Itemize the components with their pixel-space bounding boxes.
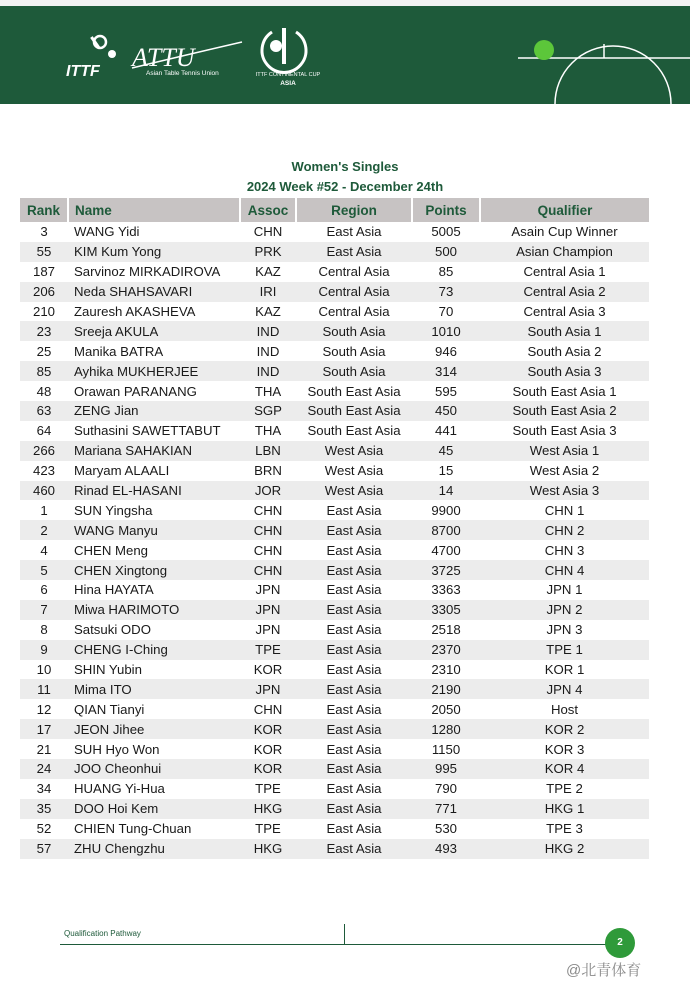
table-row — [20, 620, 649, 640]
table-row — [20, 302, 649, 322]
table-row — [20, 560, 649, 580]
table-row — [20, 779, 649, 799]
qualifier-cell: KOR 1 — [480, 660, 649, 680]
table-row — [20, 660, 649, 680]
assoc-cell: KAZ — [240, 262, 296, 282]
name-cell: Manika BATRA — [68, 341, 240, 361]
points-cell: 5005 — [412, 222, 480, 242]
name-cell: WANG Manyu — [68, 520, 240, 540]
qualifier-cell: Central Asia 3 — [480, 302, 649, 322]
qualifier-cell: Central Asia 2 — [480, 282, 649, 302]
ranking-table — [20, 198, 649, 859]
rank-cell: 206 — [20, 282, 68, 302]
table-row — [20, 242, 649, 262]
table-header-row — [20, 198, 649, 222]
qualifier-cell: Asian Champion — [480, 242, 649, 262]
qualifier-cell: West Asia 1 — [480, 441, 649, 461]
qualifier-cell: TPE 2 — [480, 779, 649, 799]
assoc-cell: KOR — [240, 660, 296, 680]
name-cell: ZENG Jian — [68, 401, 240, 421]
qualifier-cell: KOR 2 — [480, 719, 649, 739]
rank-cell: 48 — [20, 381, 68, 401]
qualifier-cell: KOR 4 — [480, 759, 649, 779]
region-cell: South Asia — [296, 321, 412, 341]
table-row — [20, 361, 649, 381]
qualifier-cell: JPN 3 — [480, 620, 649, 640]
qualifier-cell: South East Asia 1 — [480, 381, 649, 401]
qualifier-cell: TPE 3 — [480, 819, 649, 839]
points-cell: 2050 — [412, 699, 480, 719]
assoc-cell: KOR — [240, 719, 296, 739]
svg-text:ATTU: ATTU — [132, 43, 195, 72]
assoc-cell: CHN — [240, 500, 296, 520]
table-row — [20, 481, 649, 501]
assoc-cell: KOR — [240, 759, 296, 779]
table-row — [20, 441, 649, 461]
region-cell: East Asia — [296, 819, 412, 839]
cup-subtitle-line1: ITTF CONTINENTAL CUP — [255, 72, 321, 78]
footer-divider — [60, 944, 620, 945]
points-cell: 2190 — [412, 679, 480, 699]
qualifier-cell: JPN 2 — [480, 600, 649, 620]
attu-logo-icon — [130, 36, 250, 86]
rank-cell: 266 — [20, 441, 68, 461]
name-cell: JEON Jihee — [68, 719, 240, 739]
name-cell: Ayhika MUKHERJEE — [68, 361, 240, 381]
rank-cell: 210 — [20, 302, 68, 322]
qualifier-cell: South East Asia 3 — [480, 421, 649, 441]
name-cell: KIM Kum Yong — [68, 242, 240, 262]
qualifier-cell: TPE 1 — [480, 640, 649, 660]
region-cell: South East Asia — [296, 381, 412, 401]
rank-cell: 7 — [20, 600, 68, 620]
region-cell: South East Asia — [296, 421, 412, 441]
region-cell: South East Asia — [296, 401, 412, 421]
assoc-cell: JPN — [240, 679, 296, 699]
table-row — [20, 600, 649, 620]
name-cell: Sarvinoz MIRKADIROVA — [68, 262, 240, 282]
column-header-points: Points — [412, 198, 480, 222]
table-row — [20, 282, 649, 302]
qualifier-cell: HKG 2 — [480, 839, 649, 859]
assoc-cell: IRI — [240, 282, 296, 302]
rank-cell: 1 — [20, 500, 68, 520]
region-cell: East Asia — [296, 799, 412, 819]
points-cell: 3305 — [412, 600, 480, 620]
assoc-cell: IND — [240, 321, 296, 341]
assoc-cell: THA — [240, 381, 296, 401]
column-header-qualifier: Qualifier — [480, 198, 649, 222]
name-cell: Zauresh AKASHEVA — [68, 302, 240, 322]
name-cell: ZHU Chengzhu — [68, 839, 240, 859]
rank-cell: 25 — [20, 341, 68, 361]
svg-text:ITTF: ITTF — [66, 63, 100, 80]
rank-cell: 52 — [20, 819, 68, 839]
region-cell: East Asia — [296, 660, 412, 680]
qualifier-cell: South Asia 2 — [480, 341, 649, 361]
qualifier-cell: South Asia 1 — [480, 321, 649, 341]
rank-cell: 460 — [20, 481, 68, 501]
rank-cell: 4 — [20, 540, 68, 560]
assoc-cell: PRK — [240, 242, 296, 262]
rank-cell: 187 — [20, 262, 68, 282]
rank-cell: 10 — [20, 660, 68, 680]
table-court-decoration-icon — [500, 6, 690, 104]
points-cell: 85 — [412, 262, 480, 282]
points-cell: 15 — [412, 461, 480, 481]
rank-cell: 8 — [20, 620, 68, 640]
region-cell: East Asia — [296, 600, 412, 620]
points-cell: 1010 — [412, 321, 480, 341]
table-row — [20, 699, 649, 719]
table-row — [20, 222, 649, 242]
region-cell: Central Asia — [296, 302, 412, 322]
rank-cell: 63 — [20, 401, 68, 421]
region-cell: East Asia — [296, 719, 412, 739]
rank-cell: 2 — [20, 520, 68, 540]
assoc-cell: CHN — [240, 699, 296, 719]
region-cell: East Asia — [296, 242, 412, 262]
points-cell: 595 — [412, 381, 480, 401]
name-cell: Suthasini SAWETTABUT — [68, 421, 240, 441]
rank-cell: 24 — [20, 759, 68, 779]
name-cell: Rinad EL-HASANI — [68, 481, 240, 501]
document-title: Women's Singles — [291, 159, 399, 174]
rank-cell: 6 — [20, 580, 68, 600]
name-cell: QIAN Tianyi — [68, 699, 240, 719]
points-cell: 441 — [412, 421, 480, 441]
name-cell: WANG Yidi — [68, 222, 240, 242]
points-cell: 946 — [412, 341, 480, 361]
table-body — [20, 222, 649, 859]
points-cell: 9900 — [412, 500, 480, 520]
name-cell: Neda SHAHSAVARI — [68, 282, 240, 302]
cup-subtitle-line2: ASIA — [280, 80, 296, 87]
qualifier-cell: CHN 3 — [480, 540, 649, 560]
points-cell: 771 — [412, 799, 480, 819]
qualifier-cell: CHN 2 — [480, 520, 649, 540]
points-cell: 14 — [412, 481, 480, 501]
name-cell: Satsuki ODO — [68, 620, 240, 640]
points-cell: 995 — [412, 759, 480, 779]
region-cell: East Asia — [296, 520, 412, 540]
region-cell: West Asia — [296, 461, 412, 481]
table-row — [20, 739, 649, 759]
region-cell: East Asia — [296, 222, 412, 242]
points-cell: 2518 — [412, 620, 480, 640]
assoc-cell: KAZ — [240, 302, 296, 322]
points-cell: 3363 — [412, 580, 480, 600]
region-cell: West Asia — [296, 481, 412, 501]
rank-cell: 3 — [20, 222, 68, 242]
assoc-cell: CHN — [240, 560, 296, 580]
qualifier-cell: West Asia 3 — [480, 481, 649, 501]
name-cell: Maryam ALAALI — [68, 461, 240, 481]
points-cell: 1280 — [412, 719, 480, 739]
table-row — [20, 679, 649, 699]
column-header-region: Region — [296, 198, 412, 222]
name-cell: Hina HAYATA — [68, 580, 240, 600]
points-cell: 314 — [412, 361, 480, 381]
rank-cell: 21 — [20, 739, 68, 759]
region-cell: East Asia — [296, 560, 412, 580]
assoc-cell: TPE — [240, 779, 296, 799]
table-row — [20, 640, 649, 660]
rank-cell: 23 — [20, 321, 68, 341]
table-row — [20, 321, 649, 341]
assoc-cell: KOR — [240, 739, 296, 759]
region-cell: East Asia — [296, 540, 412, 560]
points-cell: 493 — [412, 839, 480, 859]
name-cell: Mariana SAHAKIAN — [68, 441, 240, 461]
assoc-cell: HKG — [240, 839, 296, 859]
region-cell: East Asia — [296, 679, 412, 699]
rank-cell: 9 — [20, 640, 68, 660]
table-row — [20, 540, 649, 560]
name-cell: CHENG I-Ching — [68, 640, 240, 660]
rank-cell: 85 — [20, 361, 68, 381]
table-row — [20, 520, 649, 540]
points-cell: 4700 — [412, 540, 480, 560]
assoc-cell: TPE — [240, 640, 296, 660]
table-row — [20, 799, 649, 819]
qualifier-cell: CHN 1 — [480, 500, 649, 520]
name-cell: CHIEN Tung-Chuan — [68, 819, 240, 839]
rank-cell: 34 — [20, 779, 68, 799]
footer-divider-tick — [344, 924, 345, 944]
region-cell: Central Asia — [296, 282, 412, 302]
rank-cell: 423 — [20, 461, 68, 481]
region-cell: East Asia — [296, 500, 412, 520]
table-row — [20, 262, 649, 282]
assoc-cell: IND — [240, 341, 296, 361]
qualifier-cell: CHN 4 — [480, 560, 649, 580]
watermark: @北青体育 — [566, 962, 642, 979]
points-cell: 2310 — [412, 660, 480, 680]
name-cell: SUH Hyo Won — [68, 739, 240, 759]
points-cell: 45 — [412, 441, 480, 461]
name-cell: SUN Yingsha — [68, 500, 240, 520]
points-cell: 3725 — [412, 560, 480, 580]
region-cell: South Asia — [296, 341, 412, 361]
rank-cell: 5 — [20, 560, 68, 580]
assoc-cell: SGP — [240, 401, 296, 421]
region-cell: East Asia — [296, 839, 412, 859]
name-cell: Miwa HARIMOTO — [68, 600, 240, 620]
table-row — [20, 461, 649, 481]
table-row — [20, 839, 649, 859]
region-cell: East Asia — [296, 779, 412, 799]
table-row — [20, 341, 649, 361]
rank-cell: 12 — [20, 699, 68, 719]
name-cell: DOO Hoi Kem — [68, 799, 240, 819]
assoc-cell: THA — [240, 421, 296, 441]
region-cell: East Asia — [296, 739, 412, 759]
region-cell: East Asia — [296, 640, 412, 660]
points-cell: 8700 — [412, 520, 480, 540]
assoc-cell: JPN — [240, 600, 296, 620]
assoc-cell: JPN — [240, 620, 296, 640]
points-cell: 70 — [412, 302, 480, 322]
attu-subtitle: Asian Table Tennis Union — [146, 70, 219, 77]
region-cell: West Asia — [296, 441, 412, 461]
qualifier-cell: JPN 1 — [480, 580, 649, 600]
qualifier-cell: HKG 1 — [480, 799, 649, 819]
qualifier-cell: South Asia 3 — [480, 361, 649, 381]
region-cell: South Asia — [296, 361, 412, 381]
region-cell: East Asia — [296, 699, 412, 719]
name-cell: Mima ITO — [68, 679, 240, 699]
header-banner — [0, 6, 690, 104]
rank-cell: 11 — [20, 679, 68, 699]
rank-cell: 17 — [20, 719, 68, 739]
qualifier-cell: Central Asia 1 — [480, 262, 649, 282]
qualifier-cell: Asain Cup Winner — [480, 222, 649, 242]
column-header-name: Name — [68, 198, 240, 222]
qualifier-cell: South East Asia 2 — [480, 401, 649, 421]
table-row — [20, 819, 649, 839]
table-row — [20, 580, 649, 600]
assoc-cell: JOR — [240, 481, 296, 501]
points-cell: 73 — [412, 282, 480, 302]
assoc-cell: HKG — [240, 799, 296, 819]
points-cell: 450 — [412, 401, 480, 421]
assoc-cell: CHN — [240, 540, 296, 560]
qualifier-cell: JPN 4 — [480, 679, 649, 699]
region-cell: East Asia — [296, 580, 412, 600]
rank-cell: 64 — [20, 421, 68, 441]
name-cell: Orawan PARANANG — [68, 381, 240, 401]
region-cell: East Asia — [296, 759, 412, 779]
table-row — [20, 500, 649, 520]
page-number-badge: 2 — [605, 928, 635, 958]
table-row — [20, 401, 649, 421]
name-cell: SHIN Yubin — [68, 660, 240, 680]
qualifier-cell: Host — [480, 699, 649, 719]
assoc-cell: IND — [240, 361, 296, 381]
assoc-cell: JPN — [240, 580, 296, 600]
name-cell: Sreeja AKULA — [68, 321, 240, 341]
column-header-rank: Rank — [20, 198, 68, 222]
region-cell: Central Asia — [296, 262, 412, 282]
rank-cell: 35 — [20, 799, 68, 819]
assoc-cell: LBN — [240, 441, 296, 461]
table-row — [20, 719, 649, 739]
region-cell: East Asia — [296, 620, 412, 640]
table-row — [20, 759, 649, 779]
points-cell: 500 — [412, 242, 480, 262]
points-cell: 790 — [412, 779, 480, 799]
assoc-cell: BRN — [240, 461, 296, 481]
name-cell: CHEN Meng — [68, 540, 240, 560]
ittf-logo-icon — [64, 32, 124, 82]
points-cell: 1150 — [412, 739, 480, 759]
rank-cell: 57 — [20, 839, 68, 859]
assoc-cell: CHN — [240, 222, 296, 242]
document-subtitle: 2024 Week #52 - December 24th — [246, 179, 444, 194]
rank-cell: 55 — [20, 242, 68, 262]
column-header-assoc: Assoc — [240, 198, 296, 222]
table-row — [20, 381, 649, 401]
name-cell: JOO Cheonhui — [68, 759, 240, 779]
points-cell: 2370 — [412, 640, 480, 660]
points-cell: 530 — [412, 819, 480, 839]
assoc-cell: TPE — [240, 819, 296, 839]
document-page — [0, 6, 690, 993]
qualifier-cell: West Asia 2 — [480, 461, 649, 481]
name-cell: CHEN Xingtong — [68, 560, 240, 580]
assoc-cell: CHN — [240, 520, 296, 540]
qualifier-cell: KOR 3 — [480, 739, 649, 759]
name-cell: HUANG Yi-Hua — [68, 779, 240, 799]
footer-label: Qualification Pathway — [64, 929, 141, 938]
table-row — [20, 421, 649, 441]
